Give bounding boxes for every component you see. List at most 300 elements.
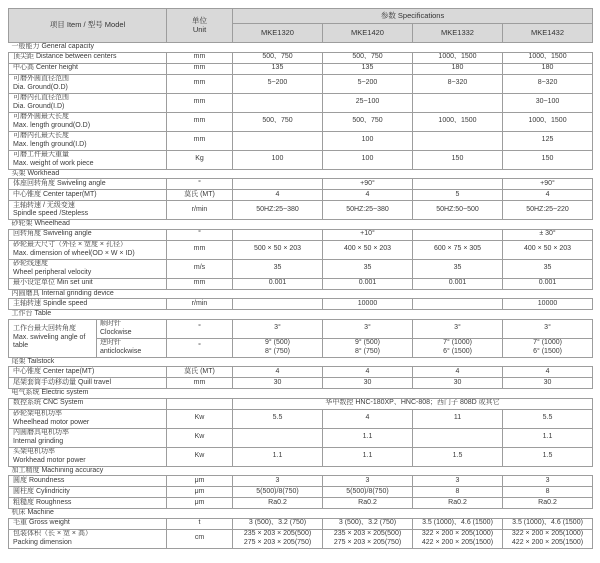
section-row [9, 466, 593, 476]
table-row [9, 278, 593, 289]
text-line: 7° (1000) [443, 339, 472, 346]
item-label: 圆柱度 Cylindricity [9, 487, 167, 498]
table-row [9, 240, 593, 259]
text-line: 1000、1500 [438, 117, 477, 125]
text-line: 30 [453, 378, 462, 386]
text-line: 3 [275, 476, 280, 484]
value-cell [323, 447, 413, 466]
text-line: Internal grinding [13, 437, 64, 445]
unit-cell: mm [167, 93, 233, 112]
text-line: 5~200 [267, 79, 288, 87]
value-cell [233, 498, 323, 509]
value-cell [323, 150, 413, 169]
value-cell [323, 428, 413, 447]
section-row [9, 43, 593, 53]
value-cell [323, 338, 413, 357]
value-cell [503, 428, 593, 447]
text-line: Dia. Ground(O.D) [13, 83, 68, 91]
text-line: 1.1 [362, 433, 373, 441]
value-cell [413, 63, 503, 74]
text-line: 5(500)/8(750) [346, 487, 389, 495]
value-cell [233, 447, 323, 466]
value-cell [413, 278, 503, 289]
text-line: 9° (500) [265, 339, 290, 346]
text-line: 422 × 200 × 205(1500) [511, 538, 584, 546]
value-cell [503, 299, 593, 310]
value-cell [323, 299, 413, 310]
value-cell [323, 259, 413, 278]
value-cell [233, 112, 323, 131]
text-line: 6° (1500) [533, 347, 562, 355]
text-line: Max. dimension of wheel(OD × W × ID) [13, 249, 135, 257]
value-cell [233, 63, 323, 74]
text-line: 1.1 [542, 433, 553, 441]
text-line: 4 [365, 190, 370, 198]
text-line: Wheelhead motor power [13, 418, 90, 426]
value-cell [323, 179, 413, 190]
text-line: 1.1 [272, 452, 283, 460]
table-row [9, 201, 593, 220]
item-sublabel [97, 319, 167, 338]
value-cell [503, 367, 593, 378]
text-line: 头架电机功率 [13, 448, 55, 455]
text-line: 8~320 [537, 79, 558, 87]
table-row [9, 150, 593, 169]
value-cell [323, 409, 413, 428]
value-cell [413, 150, 503, 169]
value-cell [323, 52, 413, 63]
text-line: 1000、1500 [528, 117, 567, 125]
text-line: 30 [273, 378, 282, 386]
text-line: 0.001 [358, 279, 377, 287]
text-line: 1.1 [362, 452, 373, 460]
item-label: 顶尖距 Distance between centers [9, 52, 167, 63]
text-line: 可磨工件最大重量 [13, 151, 69, 158]
value-cell [503, 378, 593, 389]
unit-cell: μm [167, 476, 233, 487]
text-line: 500、750 [352, 117, 383, 125]
section-row [9, 389, 593, 399]
value-cell [503, 338, 593, 357]
value-cell [233, 487, 323, 498]
table-row [9, 338, 593, 357]
value-cell [323, 63, 413, 74]
unit-cell: Kg [167, 150, 233, 169]
item-label: 毛重 Gross weight [9, 518, 167, 529]
unit-cell: 莫氏 (MT) [167, 190, 233, 201]
text-line: 砂轮线速度 [13, 260, 48, 267]
text-line: 7° (1000) [533, 339, 562, 346]
unit-cell: mm [167, 131, 233, 150]
text-line: 35 [453, 264, 462, 272]
value-cell [413, 447, 503, 466]
text-line: Max. swiveling angle of table [13, 333, 86, 350]
text-line: 10000 [537, 299, 558, 307]
text-line: 可磨内孔直径范围 [13, 94, 69, 101]
text-line: 顺时针 [100, 320, 121, 327]
text-line: 砂轮架电机功率 [13, 410, 62, 417]
item-label [9, 409, 167, 428]
unit-cell: mm [167, 378, 233, 389]
table-row [9, 52, 593, 63]
text-line: 4 [365, 367, 370, 375]
text-line: 可磨外圆直径范围 [13, 75, 69, 82]
value-cell [233, 476, 323, 487]
section-label: 尾架 Tailstock [9, 357, 593, 367]
value-cell [233, 150, 323, 169]
text-line: 35 [273, 264, 282, 272]
value-cell [413, 428, 503, 447]
value-cell [233, 518, 323, 529]
text-line: 5 [455, 190, 460, 198]
value-cell [503, 498, 593, 509]
text-line: +90° [360, 179, 375, 187]
value-cell [503, 518, 593, 529]
text-line: 50HZ:25~220 [526, 205, 569, 213]
value-cell [413, 487, 503, 498]
text-line: 1.5 [452, 452, 463, 460]
value-cell [413, 409, 503, 428]
value-cell [503, 476, 593, 487]
item-label [9, 240, 167, 259]
text-line: 35 [363, 264, 372, 272]
table-row [9, 229, 593, 240]
text-line: 3.5 (1000)、4.6 (1500) [422, 519, 493, 527]
text-line: 3° [364, 324, 371, 332]
value-cell [233, 319, 323, 338]
text-line: 50HZ:50~500 [436, 205, 479, 213]
text-line: 11 [453, 414, 462, 422]
item-label: 中心高 Center height [9, 63, 167, 74]
value-cell [413, 338, 503, 357]
value-cell [323, 487, 413, 498]
value-cell [233, 409, 323, 428]
text-line: +90° [540, 179, 555, 187]
specifications-table [8, 8, 593, 549]
text-line: 1000、1500 [438, 53, 477, 61]
item-model-header: 项目 Item / 型号 Model [9, 9, 167, 43]
value-cell [503, 52, 593, 63]
text-line: 275 × 203 × 205(750) [333, 538, 402, 546]
model-header-mke1432: MKE1432 [503, 24, 593, 43]
text-line: 500、750 [352, 53, 383, 61]
text-line: 3 [365, 476, 370, 484]
text-line: 3 [545, 476, 550, 484]
value-cell [233, 398, 593, 409]
table-row [9, 447, 593, 466]
text-line: Workhead motor power [13, 456, 86, 464]
text-line: Ra0.2 [268, 498, 287, 506]
value-cell [503, 179, 593, 190]
item-label: 中心锥度 Center taper(MT) [9, 190, 167, 201]
text-line: 1.5 [542, 452, 553, 460]
text-line: 35 [543, 264, 552, 272]
unit-cell: mm [167, 278, 233, 289]
value-cell [503, 112, 593, 131]
text-line: 3 (500)、3.2 (750) [338, 519, 397, 527]
value-cell [503, 529, 593, 548]
value-cell [233, 131, 323, 150]
text-line: 235 × 203 × 205(500) [333, 530, 402, 537]
value-cell [503, 63, 593, 74]
value-cell [233, 93, 323, 112]
value-cell [503, 447, 593, 466]
text-line: 0.001 [538, 279, 557, 287]
value-cell [233, 229, 323, 240]
value-cell [323, 518, 413, 529]
value-cell [233, 74, 323, 93]
value-cell [503, 74, 593, 93]
value-cell [323, 112, 413, 131]
unit-cell: ° [167, 319, 233, 338]
item-label: 圆度 Roundness [9, 476, 167, 487]
table-row [9, 93, 593, 112]
text-line: Max. length ground(I.D) [13, 140, 87, 148]
text-line: 工作台最大回转角度 [13, 325, 76, 333]
unit-cell: cm [167, 529, 233, 548]
value-cell [323, 131, 413, 150]
value-cell [503, 319, 593, 338]
text-line: ± 30° [539, 230, 556, 238]
text-line: 4 [455, 367, 460, 375]
text-line: 600 × 75 × 305 [433, 245, 482, 253]
value-cell [323, 229, 413, 240]
text-line: 400 × 50 × 203 [523, 245, 572, 253]
section-label: 加工精度 Machining accuracy [9, 466, 593, 476]
table-row [9, 190, 593, 201]
text-line: 4 [365, 414, 370, 422]
unit-cell: Kw [167, 409, 233, 428]
value-cell [413, 131, 503, 150]
value-cell [503, 201, 593, 220]
text-line: 180 [541, 64, 554, 72]
table-row [9, 409, 593, 428]
item-label: 回转角度 Swiveling angle [9, 229, 167, 240]
value-cell [413, 259, 503, 278]
text-line: 100 [361, 155, 374, 163]
text-line: 包装体积（长 × 宽 × 高） [13, 530, 92, 537]
section-label: 一般能力 General capacity [9, 43, 593, 53]
section-row [9, 169, 593, 179]
unit-header [167, 9, 233, 43]
unit-cell: Kw [167, 428, 233, 447]
model-header-mke1420: MKE1420 [323, 24, 413, 43]
table-row [9, 319, 593, 338]
text-line: Spindle speed /Stepless [13, 210, 89, 217]
value-cell [233, 240, 323, 259]
text-line: 4 [545, 190, 550, 198]
text-line: 可磨外圆最大长度 [13, 113, 69, 120]
text-line: 4 [545, 367, 550, 375]
text-line: 3 (500)、3.2 (750) [248, 519, 307, 527]
value-cell [323, 378, 413, 389]
section-label: 机床 Machine [9, 509, 593, 519]
text-line: 50HZ:25~380 [256, 205, 299, 213]
section-label: 电气系统 Electric system [9, 389, 593, 399]
value-cell [323, 498, 413, 509]
item-label: 体座回转角度 Swiveling angle [9, 179, 167, 190]
value-cell [233, 190, 323, 201]
text-line: 150 [451, 155, 464, 163]
unit-header-en: Unit [192, 24, 207, 34]
unit-cell [167, 398, 233, 409]
table-row [9, 299, 593, 310]
text-line: 5.5 [542, 414, 553, 422]
text-line: 8° (750) [355, 347, 380, 355]
value-cell [413, 201, 503, 220]
text-line: 25~100 [355, 98, 380, 106]
item-label: 主轴转速 Spindle speed [9, 299, 167, 310]
text-line: 5~200 [357, 79, 378, 87]
value-cell [233, 378, 323, 389]
value-cell [233, 278, 323, 289]
value-cell [323, 93, 413, 112]
unit-cell: m/s [167, 259, 233, 278]
section-label: 头架 Workhead [9, 169, 593, 179]
value-cell [233, 338, 323, 357]
item-label [9, 201, 167, 220]
text-line: Wheel peripheral velocity [13, 268, 92, 276]
value-cell [233, 529, 323, 548]
item-label [9, 93, 167, 112]
text-line: 322 × 200 × 205(1000) [421, 530, 494, 537]
text-line: 0.001 [268, 279, 287, 287]
model-header-mke1332: MKE1332 [413, 24, 503, 43]
value-cell [413, 518, 503, 529]
unit-cell: mm [167, 74, 233, 93]
unit-cell: t [167, 518, 233, 529]
text-line: 30 [543, 378, 552, 386]
unit-cell: mm [167, 52, 233, 63]
value-cell [413, 498, 503, 509]
unit-cell: ° [167, 179, 233, 190]
value-cell [413, 229, 503, 240]
value-cell [233, 367, 323, 378]
text-line: Ra0.2 [538, 498, 557, 506]
value-cell [413, 179, 503, 190]
text-line: 内圆磨具电机功率 [13, 429, 69, 436]
text-line: 3.5 (1000)、4.6 (1500) [512, 519, 583, 527]
text-line: 235 × 203 × 205(500) [243, 530, 312, 537]
text-line: 135 [361, 64, 374, 72]
text-line: Max. length ground(O.D) [13, 121, 91, 129]
text-line: 4 [275, 190, 280, 198]
text-line: 3° [544, 324, 551, 332]
table-row [9, 529, 593, 548]
value-cell [413, 476, 503, 487]
unit-cell: mm [167, 63, 233, 74]
value-cell [323, 367, 413, 378]
item-label [9, 529, 167, 548]
text-line: 华中数控 HNC-180XP、HNC-808；西门子 808D 或其它 [325, 399, 500, 407]
text-line: Dia. Ground(I.D) [13, 102, 65, 110]
table-row [9, 259, 593, 278]
value-cell [413, 529, 503, 548]
value-cell [323, 319, 413, 338]
value-cell [503, 487, 593, 498]
table-row [9, 179, 593, 190]
section-row [9, 509, 593, 519]
value-cell [233, 259, 323, 278]
table-row [9, 518, 593, 529]
value-cell [413, 367, 503, 378]
text-line: 6° (1500) [443, 347, 472, 355]
text-line: 135 [271, 64, 284, 72]
value-cell [413, 112, 503, 131]
text-line: 500、750 [262, 117, 293, 125]
text-line: 422 × 200 × 205(1500) [421, 538, 494, 546]
text-line: 3° [454, 324, 461, 332]
table-row [9, 112, 593, 131]
unit-cell: r/min [167, 201, 233, 220]
text-line: 322 × 200 × 205(1000) [511, 530, 584, 537]
text-line: 4 [275, 367, 280, 375]
text-line: 10000 [357, 299, 378, 307]
text-line: 1000、1500 [528, 53, 567, 61]
text-line: 125 [541, 136, 554, 144]
text-line: 8 [455, 487, 460, 495]
section-row [9, 357, 593, 367]
text-line: 400 × 50 × 203 [343, 245, 392, 253]
section-label: 砂轮架 Wheelhead [9, 220, 593, 230]
section-row [9, 310, 593, 320]
text-line: 180 [451, 64, 464, 72]
text-line: 500、750 [262, 53, 293, 61]
text-line: 50HZ:25~380 [346, 205, 389, 213]
value-cell [413, 319, 503, 338]
text-line: 9° (500) [355, 339, 380, 346]
unit-cell: ° [167, 229, 233, 240]
table-row [9, 428, 593, 447]
text-line: anticlockwise [100, 347, 142, 355]
value-cell [503, 409, 593, 428]
text-line: 砂轮最大尺寸（外径 × 宽度 × 孔径） [13, 241, 127, 248]
text-line: 275 × 203 × 205(750) [243, 538, 312, 546]
value-cell [323, 201, 413, 220]
item-label [9, 447, 167, 466]
table-row [9, 498, 593, 509]
value-cell [233, 299, 323, 310]
unit-cell: ° [167, 338, 233, 357]
text-line: Ra0.2 [448, 498, 467, 506]
value-cell [503, 229, 593, 240]
section-row [9, 289, 593, 299]
text-line: 可磨内孔最大长度 [13, 132, 69, 139]
table-row [9, 74, 593, 93]
value-cell [413, 240, 503, 259]
text-line: 8~320 [447, 79, 468, 87]
item-label [9, 150, 167, 169]
value-cell [323, 529, 413, 548]
value-cell [323, 278, 413, 289]
item-label: 粗糙度 Roughness [9, 498, 167, 509]
table-row [9, 367, 593, 378]
value-cell [323, 476, 413, 487]
value-cell [413, 93, 503, 112]
text-line: 30 [363, 378, 372, 386]
table-row [9, 487, 593, 498]
value-cell [503, 259, 593, 278]
unit-cell: Kw [167, 447, 233, 466]
unit-cell: μm [167, 498, 233, 509]
table-row [9, 378, 593, 389]
item-label [9, 131, 167, 150]
text-line: 3° [274, 324, 281, 332]
text-line: 0.001 [448, 279, 467, 287]
item-label [9, 74, 167, 93]
text-line: 逆时针 [100, 339, 121, 346]
value-cell [503, 93, 593, 112]
